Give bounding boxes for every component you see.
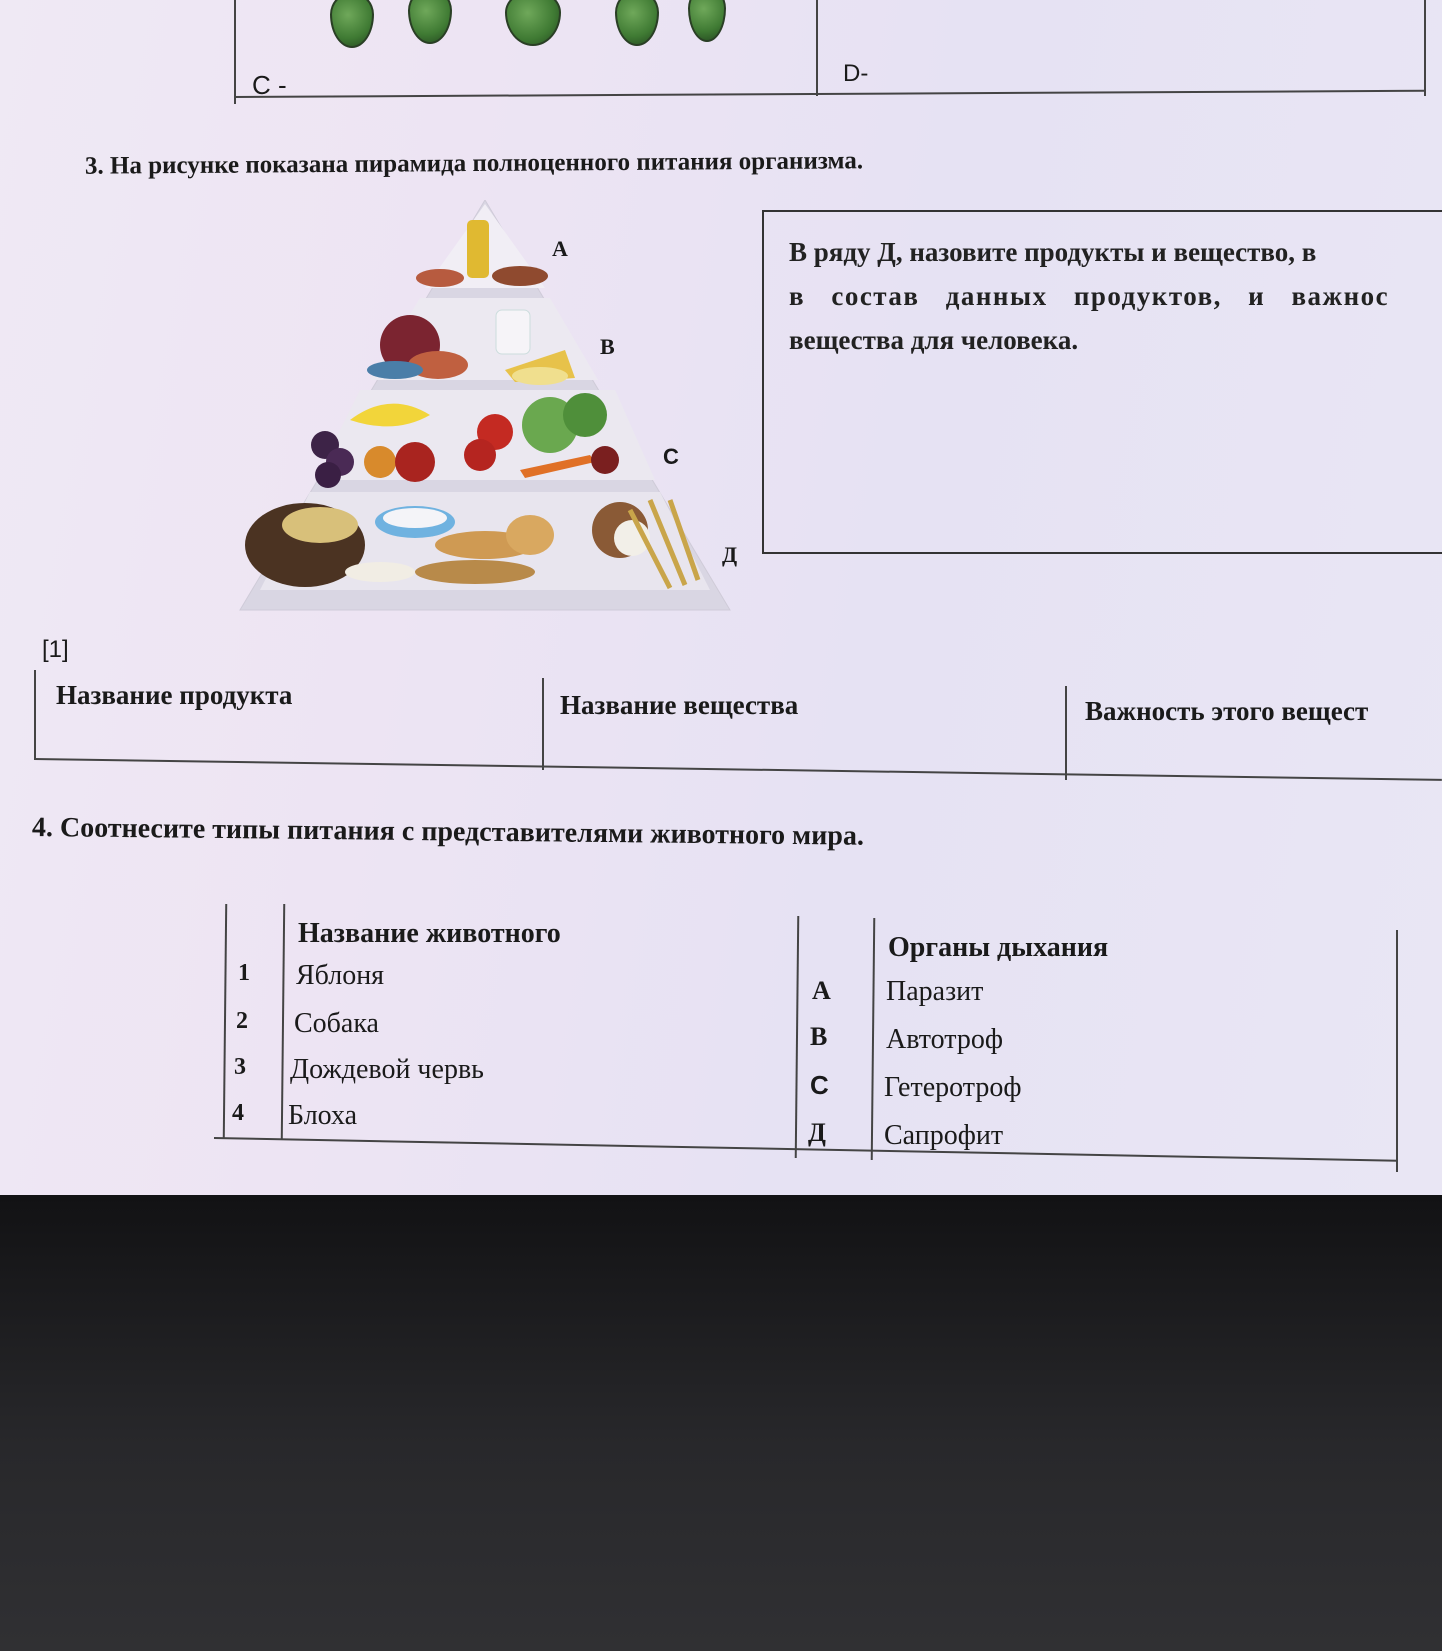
animal-name: Блоха (288, 1100, 358, 1131)
row-letter: В (810, 1022, 828, 1051)
pyramid-label-d: Д (722, 542, 738, 567)
question3-instruction-text (789, 230, 1439, 362)
match-table-bottom-border (214, 1137, 1398, 1162)
animal-name: Собака (294, 1008, 379, 1039)
table-middle-divider (795, 916, 800, 1158)
header-substance-importance: Важность этого вещест (1085, 696, 1369, 726)
leaf-image (505, 0, 561, 46)
nutrition-type: Автотроф (886, 1024, 1003, 1055)
question3-instruction-box (762, 210, 1442, 554)
top-table-label-c: С - (252, 70, 287, 100)
right-table-outer-border (1396, 930, 1398, 1172)
nutrition-type: Гетеротроф (884, 1072, 1022, 1103)
right-table-letter-divider (871, 918, 876, 1160)
left-table-number-divider (281, 904, 285, 1140)
question4-title: 4. Соотнесите типы питания с представителями животного мира. (31, 812, 865, 852)
top-table-right-border (1424, 0, 1426, 96)
row-number: 4 (232, 1100, 244, 1126)
row-number: 2 (236, 1008, 248, 1034)
product-table-divider (1065, 686, 1067, 780)
pyramid-label-b: В (600, 334, 615, 359)
leaf-image (408, 0, 452, 44)
row-letter: С (810, 1070, 829, 1100)
left-table-outer-border (223, 904, 227, 1138)
top-table-middle-border (816, 0, 818, 96)
product-table-left-border (34, 670, 36, 760)
top-table-label-d: D- (843, 60, 869, 87)
product-table-divider (542, 678, 544, 770)
header-substance-name: Название вещества (560, 690, 799, 720)
leaf-image (330, 0, 374, 48)
leaf-image (688, 0, 726, 42)
row-number: 3 (234, 1054, 246, 1080)
instruction-line: В ряду Д, назовите продукты и вещество, в (789, 237, 1317, 267)
animal-name: Яблоня (296, 960, 385, 991)
top-table-left-border (234, 0, 236, 104)
row-number: 1 (238, 960, 250, 986)
row-letter: Д (808, 1118, 826, 1147)
instruction-line: в состав данных продуктов, и важнос (789, 281, 1390, 311)
score-marker: [1] (42, 636, 69, 663)
question3-title: 3. На рисунке показана пирамида полноценного питания организма. (84, 147, 864, 180)
product-table-bottom-border (34, 758, 1442, 781)
monitor-bezel (0, 1195, 1442, 1651)
top-table-bottom-border (234, 90, 1426, 98)
nutrition-type: Паразит (886, 976, 984, 1007)
pyramid-label-c: С (663, 444, 679, 469)
row-letter: А (812, 976, 831, 1005)
header-product-name: Название продукта (56, 680, 293, 710)
right-header-breathing-organs: Органы дыхания (888, 932, 1109, 963)
food-pyramid-image (230, 200, 740, 620)
pyramid-label-a: А (552, 236, 568, 261)
instruction-line: вещества для человека. (789, 325, 1079, 355)
animal-name: Дождевой червь (290, 1054, 484, 1085)
nutrition-type: Сапрофит (884, 1120, 1004, 1151)
leaf-image (615, 0, 659, 46)
left-header-animal-name: Название животного (298, 918, 561, 949)
